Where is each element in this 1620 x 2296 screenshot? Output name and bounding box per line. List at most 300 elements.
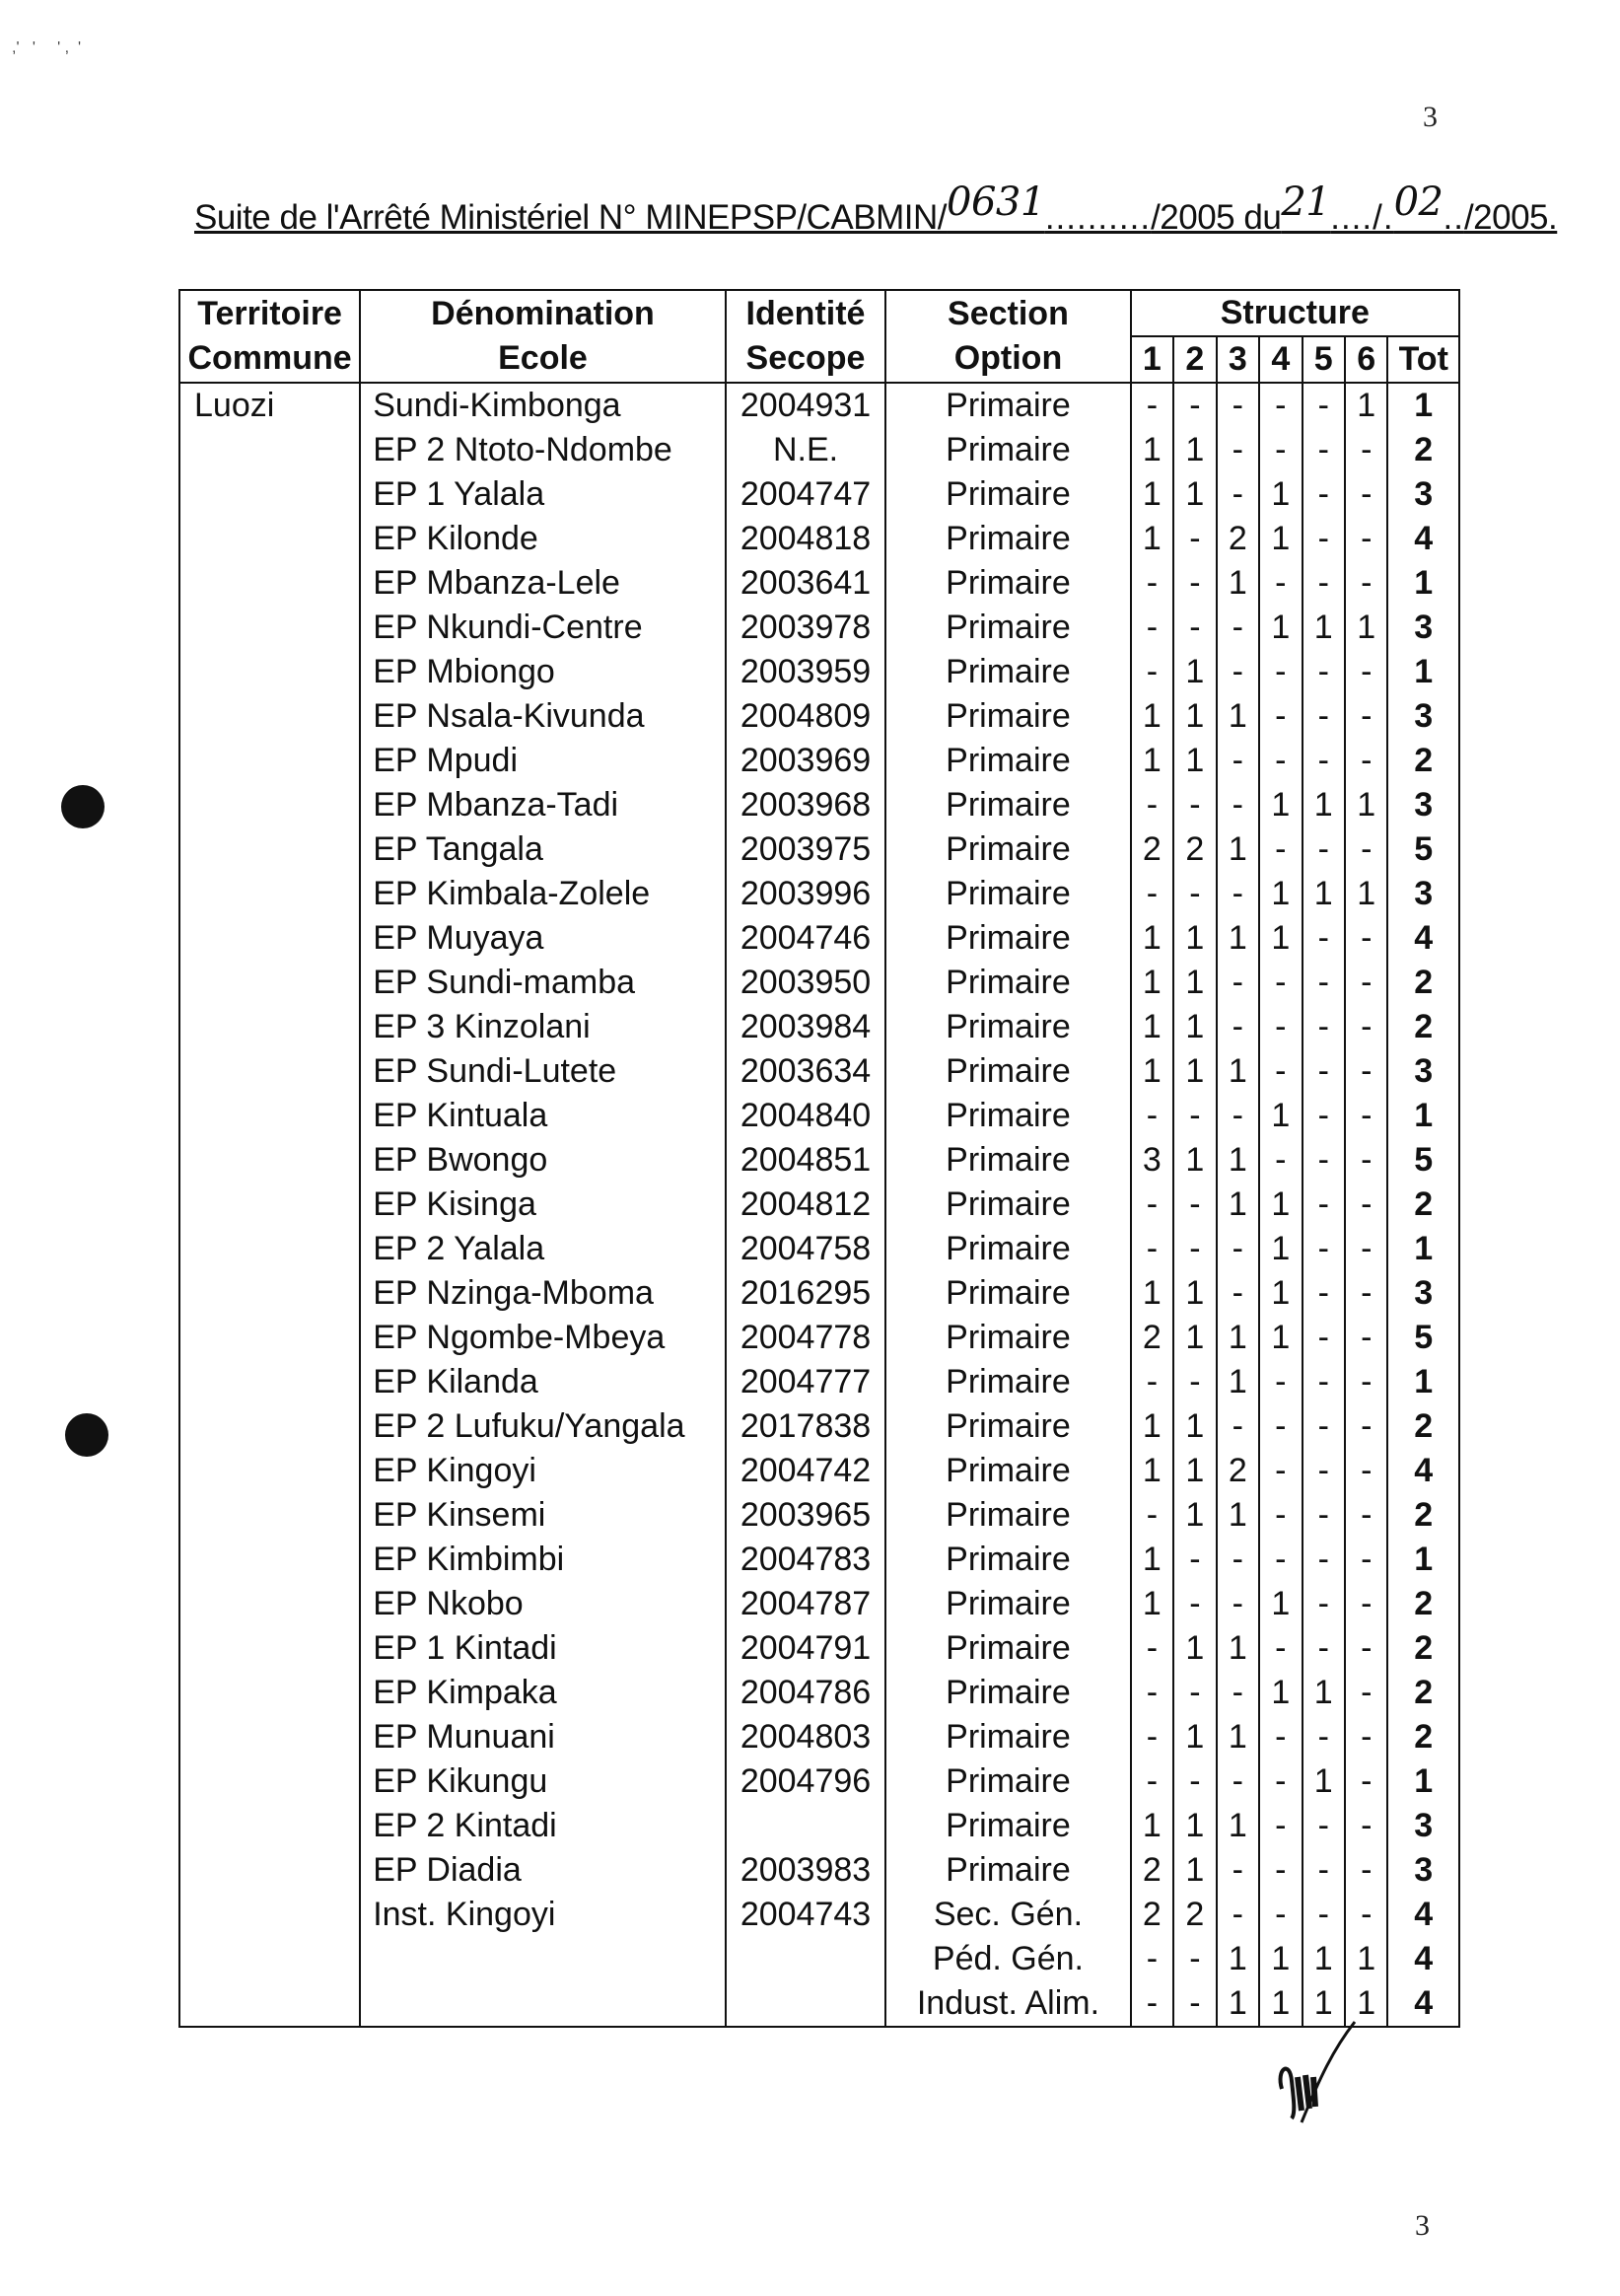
cell-structure-1: - (1131, 606, 1173, 650)
cell-school-name: EP Tangala (360, 827, 726, 872)
cell-territory (179, 739, 360, 783)
cell-structure-3: - (1217, 739, 1259, 783)
cell-structure-3: 1 (1217, 1981, 1259, 2027)
cell-structure-4: 1 (1259, 916, 1302, 961)
cell-structure-5: - (1303, 561, 1345, 606)
cell-structure-3: 1 (1217, 1138, 1259, 1183)
cell-total: 2 (1387, 739, 1459, 783)
cell-structure-5: - (1303, 1227, 1345, 1271)
cell-structure-1: 1 (1131, 428, 1173, 472)
cell-total: 4 (1387, 1449, 1459, 1493)
cell-structure-5: - (1303, 1138, 1345, 1183)
cell-school-name: EP 2 Lufuku/Yangala (360, 1404, 726, 1449)
title-prefix: Suite de l'Arrêté Ministériel N° MINEPSP/CABMIN/ (194, 198, 948, 237)
cell-school-name: EP 2 Kintadi (360, 1804, 726, 1848)
cell-structure-4: - (1259, 1538, 1302, 1582)
table-row (179, 1981, 1459, 2027)
table-row (179, 606, 1459, 650)
cell-secope-id: 2004818 (726, 517, 886, 561)
cell-structure-3: 1 (1217, 916, 1259, 961)
cell-school-name: EP Kimpaka (360, 1671, 726, 1715)
cell-school-name: EP 1 Yalala (360, 472, 726, 517)
cell-structure-3: - (1217, 472, 1259, 517)
cell-territory (179, 783, 360, 827)
punch-hole (65, 1413, 108, 1457)
cell-structure-2: 1 (1173, 694, 1216, 739)
cell-section-option: Primaire (885, 1804, 1130, 1848)
header-structure-5: 5 (1303, 336, 1345, 383)
cell-structure-4: - (1259, 1804, 1302, 1848)
cell-territory (179, 606, 360, 650)
cell-structure-1: 2 (1131, 827, 1173, 872)
cell-structure-4: - (1259, 650, 1302, 694)
cell-structure-3: 1 (1217, 1626, 1259, 1671)
cell-structure-1: 1 (1131, 517, 1173, 561)
header-section-option: Section Option (885, 290, 1130, 383)
cell-structure-4: - (1259, 1626, 1302, 1671)
cell-school-name (360, 1937, 726, 1981)
cell-total: 4 (1387, 1981, 1459, 2027)
cell-secope-id: 2004791 (726, 1626, 886, 1671)
cell-school-name: EP 2 Ntoto-Ndombe (360, 428, 726, 472)
cell-total: 4 (1387, 517, 1459, 561)
cell-school-name: EP 1 Kintadi (360, 1626, 726, 1671)
cell-structure-6: 1 (1345, 783, 1387, 827)
cell-territory (179, 561, 360, 606)
cell-structure-3: 1 (1217, 827, 1259, 872)
cell-school-name: EP Kikungu (360, 1759, 726, 1804)
cell-secope-id: 2003984 (726, 1005, 886, 1049)
cell-structure-2: 1 (1173, 739, 1216, 783)
cell-structure-2: - (1173, 561, 1216, 606)
cell-section-option: Primaire (885, 1626, 1130, 1671)
cell-structure-4: 1 (1259, 1183, 1302, 1227)
cell-secope-id (726, 1937, 886, 1981)
table-row (179, 1759, 1459, 1804)
cell-territory (179, 1404, 360, 1449)
punch-hole (61, 785, 105, 828)
header-structure-4: 4 (1259, 336, 1302, 383)
cell-structure-6: - (1345, 1759, 1387, 1804)
cell-structure-2: - (1173, 517, 1216, 561)
cell-section-option: Primaire (885, 827, 1130, 872)
cell-structure-2: 1 (1173, 1804, 1216, 1848)
cell-structure-2: - (1173, 1582, 1216, 1626)
cell-structure-2: - (1173, 1981, 1216, 2027)
cell-school-name: EP Bwongo (360, 1138, 726, 1183)
cell-territory (179, 1183, 360, 1227)
cell-structure-5: - (1303, 1316, 1345, 1360)
cell-structure-1: - (1131, 1715, 1173, 1759)
cell-structure-2: 1 (1173, 1049, 1216, 1094)
cell-territory (179, 1848, 360, 1893)
cell-structure-4: - (1259, 1360, 1302, 1404)
cell-section-option: Primaire (885, 1227, 1130, 1271)
cell-section-option: Primaire (885, 428, 1130, 472)
cell-territory (179, 517, 360, 561)
cell-structure-4: - (1259, 827, 1302, 872)
cell-structure-2: 1 (1173, 1715, 1216, 1759)
cell-total: 2 (1387, 1005, 1459, 1049)
cell-secope-id: 2004777 (726, 1360, 886, 1404)
cell-school-name: Inst. Kingoyi (360, 1893, 726, 1937)
cell-structure-2: - (1173, 783, 1216, 827)
cell-structure-5: - (1303, 472, 1345, 517)
table-row (179, 827, 1459, 872)
cell-territory (179, 1271, 360, 1316)
table-row (179, 1404, 1459, 1449)
cell-territory (179, 872, 360, 916)
cell-structure-6: - (1345, 517, 1387, 561)
cell-structure-6: - (1345, 1582, 1387, 1626)
cell-school-name: EP Mbiongo (360, 650, 726, 694)
cell-school-name: EP Sundi-mamba (360, 961, 726, 1005)
page-number-bottom: 3 (1415, 2209, 1430, 2242)
cell-structure-6: - (1345, 1271, 1387, 1316)
cell-structure-3: - (1217, 1538, 1259, 1582)
cell-secope-id: 2003641 (726, 561, 886, 606)
cell-structure-6: - (1345, 1404, 1387, 1449)
cell-territory (179, 694, 360, 739)
cell-structure-4: 1 (1259, 1227, 1302, 1271)
cell-school-name: EP Mbanza-Tadi (360, 783, 726, 827)
table-row (179, 1094, 1459, 1138)
header-structure-total: Tot (1387, 336, 1459, 383)
cell-structure-2: 1 (1173, 1138, 1216, 1183)
cell-section-option: Primaire (885, 1316, 1130, 1360)
cell-total: 2 (1387, 1671, 1459, 1715)
cell-structure-5: - (1303, 1271, 1345, 1316)
cell-section-option: Primaire (885, 517, 1130, 561)
table-row (179, 1626, 1459, 1671)
cell-structure-6: - (1345, 1138, 1387, 1183)
cell-secope-id: 2004786 (726, 1671, 886, 1715)
cell-total: 1 (1387, 1227, 1459, 1271)
handwritten-month: 02 (1393, 179, 1444, 225)
cell-structure-6: - (1345, 1227, 1387, 1271)
cell-secope-id: 2004796 (726, 1759, 886, 1804)
cell-structure-1: - (1131, 1227, 1173, 1271)
table-row (179, 739, 1459, 783)
cell-territory (179, 1715, 360, 1759)
cell-structure-3: 1 (1217, 1715, 1259, 1759)
cell-structure-1: - (1131, 1671, 1173, 1715)
cell-structure-5: 1 (1303, 1759, 1345, 1804)
cell-school-name: EP Kimbimbi (360, 1538, 726, 1582)
cell-section-option: Primaire (885, 1493, 1130, 1538)
cell-section-option: Primaire (885, 1005, 1130, 1049)
cell-structure-3: - (1217, 1582, 1259, 1626)
cell-structure-3: 1 (1217, 1049, 1259, 1094)
cell-structure-3: - (1217, 1271, 1259, 1316)
table-row (179, 1493, 1459, 1538)
cell-total: 2 (1387, 1183, 1459, 1227)
cell-school-name: EP Mpudi (360, 739, 726, 783)
header-structure-1: 1 (1131, 336, 1173, 383)
cell-total: 2 (1387, 1582, 1459, 1626)
cell-total: 3 (1387, 872, 1459, 916)
cell-school-name: Sundi-Kimbonga (360, 383, 726, 428)
cell-structure-4: 1 (1259, 1582, 1302, 1626)
cell-school-name (360, 1981, 726, 2027)
cell-secope-id: 2003965 (726, 1493, 886, 1538)
table-row (179, 650, 1459, 694)
cell-structure-3: - (1217, 1094, 1259, 1138)
cell-structure-4: - (1259, 1715, 1302, 1759)
cell-total: 1 (1387, 383, 1459, 428)
cell-structure-2: 1 (1173, 1626, 1216, 1671)
cell-secope-id: 2004778 (726, 1316, 886, 1360)
cell-structure-2: 1 (1173, 1271, 1216, 1316)
cell-structure-3: - (1217, 1671, 1259, 1715)
cell-structure-2: 1 (1173, 1005, 1216, 1049)
table-row (179, 517, 1459, 561)
cell-structure-4: - (1259, 428, 1302, 472)
cell-structure-2: - (1173, 606, 1216, 650)
cell-territory (179, 1094, 360, 1138)
cell-territory (179, 916, 360, 961)
cell-structure-2: 2 (1173, 1893, 1216, 1937)
cell-structure-2: 1 (1173, 428, 1216, 472)
cell-structure-1: 1 (1131, 739, 1173, 783)
cell-structure-5: - (1303, 383, 1345, 428)
cell-total: 2 (1387, 1493, 1459, 1538)
cell-structure-6: - (1345, 916, 1387, 961)
cell-structure-5: 1 (1303, 1937, 1345, 1981)
header-territory: Territoire Commune (179, 290, 360, 383)
cell-structure-1: 1 (1131, 1005, 1173, 1049)
cell-structure-4: - (1259, 694, 1302, 739)
cell-structure-3: - (1217, 383, 1259, 428)
table-row (179, 872, 1459, 916)
cell-section-option: Primaire (885, 606, 1130, 650)
cell-section-option: Primaire (885, 1538, 1130, 1582)
cell-territory (179, 1671, 360, 1715)
cell-secope-id: 2004742 (726, 1449, 886, 1493)
cell-secope-id: 2004787 (726, 1582, 886, 1626)
cell-secope-id: 2004812 (726, 1183, 886, 1227)
cell-total: 3 (1387, 783, 1459, 827)
cell-structure-6: - (1345, 1005, 1387, 1049)
cell-structure-3: 1 (1217, 1804, 1259, 1848)
table-row (179, 1937, 1459, 1981)
cell-secope-id: 2003983 (726, 1848, 886, 1893)
cell-structure-6: - (1345, 650, 1387, 694)
cell-total: 1 (1387, 1538, 1459, 1582)
title-dots-3: .. (1443, 198, 1464, 237)
header-secope-id: Identité Secope (726, 290, 886, 383)
cell-territory (179, 1759, 360, 1804)
cell-section-option: Primaire (885, 1759, 1130, 1804)
cell-structure-2: 1 (1173, 1449, 1216, 1493)
cell-structure-6: - (1345, 1493, 1387, 1538)
cell-structure-1: 2 (1131, 1848, 1173, 1893)
cell-structure-3: - (1217, 606, 1259, 650)
cell-structure-4: - (1259, 1848, 1302, 1893)
cell-total: 2 (1387, 961, 1459, 1005)
cell-structure-5: - (1303, 1848, 1345, 1893)
cell-secope-id: 2004851 (726, 1138, 886, 1183)
table-row (179, 1715, 1459, 1759)
cell-total: 2 (1387, 428, 1459, 472)
cell-total: 1 (1387, 1094, 1459, 1138)
table-row (179, 916, 1459, 961)
title-dots-2: ..../. (1330, 198, 1394, 237)
cell-total: 3 (1387, 606, 1459, 650)
cell-territory (179, 1049, 360, 1094)
cell-secope-id: 2004747 (726, 472, 886, 517)
cell-structure-5: - (1303, 428, 1345, 472)
cell-structure-4: - (1259, 1404, 1302, 1449)
cell-structure-6: - (1345, 472, 1387, 517)
cell-structure-1: 2 (1131, 1893, 1173, 1937)
cell-section-option: Primaire (885, 472, 1130, 517)
cell-section-option: Primaire (885, 916, 1130, 961)
cell-structure-2: - (1173, 1094, 1216, 1138)
table-row (179, 961, 1459, 1005)
cell-total: 1 (1387, 561, 1459, 606)
cell-structure-4: - (1259, 1449, 1302, 1493)
cell-territory (179, 472, 360, 517)
cell-structure-6: - (1345, 1804, 1387, 1848)
cell-secope-id: N.E. (726, 428, 886, 472)
cell-structure-2: 1 (1173, 1848, 1216, 1893)
cell-structure-3: - (1217, 1404, 1259, 1449)
cell-structure-1: - (1131, 1183, 1173, 1227)
table-row (179, 1449, 1459, 1493)
cell-school-name: EP 3 Kinzolani (360, 1005, 726, 1049)
title-dots-1: .......... (1044, 198, 1152, 237)
cell-secope-id: 2003975 (726, 827, 886, 872)
table-row (179, 1183, 1459, 1227)
cell-secope-id: 2004803 (726, 1715, 886, 1759)
cell-school-name: EP Nkobo (360, 1582, 726, 1626)
cell-secope-id: 2004758 (726, 1227, 886, 1271)
cell-structure-3: 2 (1217, 517, 1259, 561)
cell-structure-2: - (1173, 1671, 1216, 1715)
table-row (179, 1316, 1459, 1360)
cell-structure-5: - (1303, 650, 1345, 694)
cell-structure-5: - (1303, 739, 1345, 783)
cell-school-name: EP Sundi-Lutete (360, 1049, 726, 1094)
cell-school-name: EP Kilonde (360, 517, 726, 561)
cell-structure-5: - (1303, 1893, 1345, 1937)
cell-structure-6: - (1345, 1538, 1387, 1582)
cell-school-name: EP Nsala-Kivunda (360, 694, 726, 739)
cell-structure-3: - (1217, 1893, 1259, 1937)
table-row (179, 1138, 1459, 1183)
title-suffix: /2005. (1463, 198, 1558, 237)
cell-section-option: Primaire (885, 650, 1130, 694)
cell-total: 2 (1387, 1404, 1459, 1449)
cell-structure-6: - (1345, 1049, 1387, 1094)
header-structure-2: 2 (1173, 336, 1216, 383)
cell-structure-1: - (1131, 1981, 1173, 2027)
cell-structure-2: - (1173, 383, 1216, 428)
cell-section-option: Primaire (885, 1360, 1130, 1404)
cell-secope-id: 2004840 (726, 1094, 886, 1138)
handwritten-decree-number: 0631 (947, 179, 1045, 225)
cell-total: 3 (1387, 472, 1459, 517)
cell-secope-id (726, 1981, 886, 2027)
cell-structure-5: 1 (1303, 606, 1345, 650)
cell-structure-4: 1 (1259, 1271, 1302, 1316)
cell-secope-id: 2003996 (726, 872, 886, 916)
cell-territory (179, 1626, 360, 1671)
cell-structure-1: 1 (1131, 1404, 1173, 1449)
cell-structure-1: - (1131, 1493, 1173, 1538)
cell-school-name: EP Kimbala-Zolele (360, 872, 726, 916)
cell-structure-6: - (1345, 1183, 1387, 1227)
cell-structure-1: 1 (1131, 1271, 1173, 1316)
table-row (179, 1360, 1459, 1404)
cell-territory (179, 1449, 360, 1493)
cell-structure-2: 2 (1173, 827, 1216, 872)
cell-section-option: Primaire (885, 1715, 1130, 1759)
cell-structure-3: - (1217, 650, 1259, 694)
cell-structure-5: - (1303, 827, 1345, 872)
table-row (179, 1227, 1459, 1271)
table-row (179, 428, 1459, 472)
table-row (179, 1271, 1459, 1316)
schools-table (178, 289, 1460, 2028)
cell-territory (179, 1138, 360, 1183)
cell-structure-1: - (1131, 872, 1173, 916)
cell-structure-3: 1 (1217, 561, 1259, 606)
cell-structure-2: 1 (1173, 650, 1216, 694)
cell-section-option: Primaire (885, 383, 1130, 428)
cell-structure-6: - (1345, 961, 1387, 1005)
cell-structure-1: - (1131, 1937, 1173, 1981)
cell-structure-1: 1 (1131, 472, 1173, 517)
cell-territory (179, 1360, 360, 1404)
cell-secope-id: 2004746 (726, 916, 886, 961)
cell-territory (179, 1893, 360, 1937)
cell-structure-2: - (1173, 1937, 1216, 1981)
cell-structure-3: 1 (1217, 1316, 1259, 1360)
cell-secope-id: 2016295 (726, 1271, 886, 1316)
cell-structure-2: 1 (1173, 1316, 1216, 1360)
cell-structure-4: - (1259, 1493, 1302, 1538)
cell-structure-6: - (1345, 1316, 1387, 1360)
scan-specks: ,' ' ' , ' (12, 39, 82, 56)
title-mid: /2005 du (1151, 198, 1282, 237)
cell-structure-6: 1 (1345, 1937, 1387, 1981)
cell-total: 5 (1387, 827, 1459, 872)
cell-structure-1: - (1131, 1094, 1173, 1138)
cell-structure-3: - (1217, 783, 1259, 827)
cell-total: 2 (1387, 1626, 1459, 1671)
cell-total: 5 (1387, 1138, 1459, 1183)
cell-school-name: EP Munuani (360, 1715, 726, 1759)
cell-territory (179, 1316, 360, 1360)
cell-section-option: Primaire (885, 561, 1130, 606)
table-row (179, 472, 1459, 517)
cell-territory (179, 1804, 360, 1848)
cell-structure-3: 1 (1217, 1360, 1259, 1404)
cell-structure-6: 1 (1345, 1981, 1387, 2027)
header-school-name: Dénomination Ecole (360, 290, 726, 383)
table-row (179, 783, 1459, 827)
cell-school-name: EP Kilanda (360, 1360, 726, 1404)
cell-structure-3: - (1217, 1759, 1259, 1804)
cell-structure-5: 1 (1303, 872, 1345, 916)
cell-structure-4: - (1259, 961, 1302, 1005)
cell-structure-3: - (1217, 1227, 1259, 1271)
cell-structure-1: - (1131, 1759, 1173, 1804)
header-structure-6: 6 (1345, 336, 1387, 383)
cell-structure-2: 1 (1173, 472, 1216, 517)
